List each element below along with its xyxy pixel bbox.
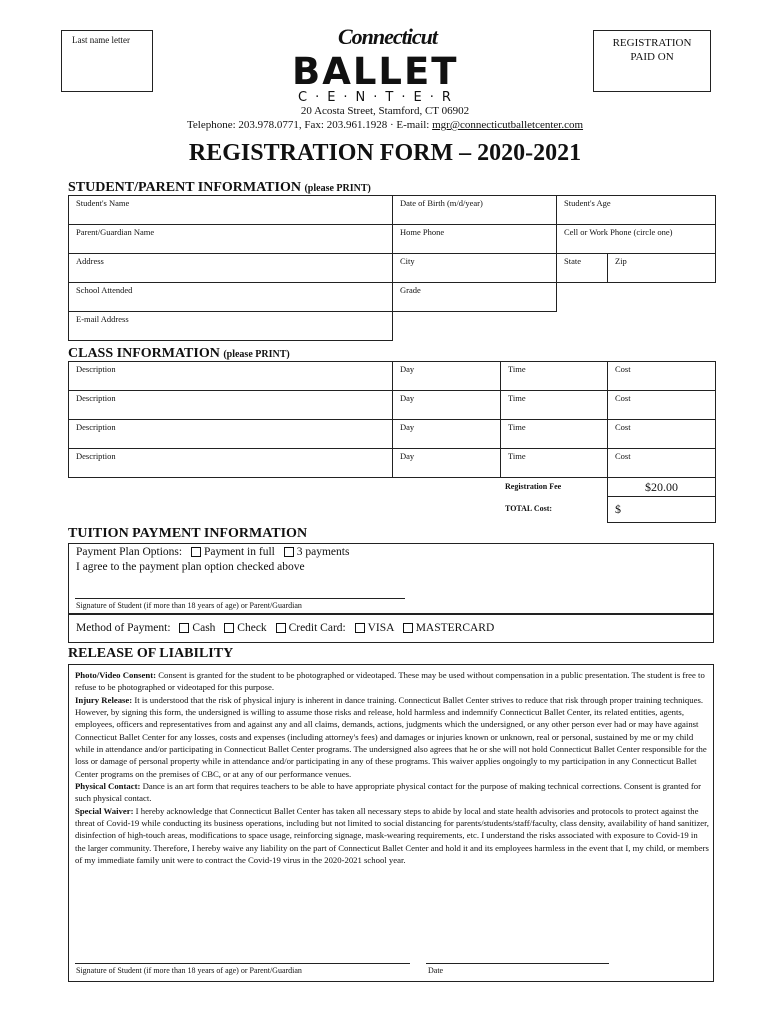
studio-address: 20 Acosta Street, Stamford, CT 06902 <box>300 105 470 117</box>
student-section-sub: (please PRINT) <box>304 183 371 194</box>
state-label: State <box>564 256 581 266</box>
physical-contact-text: Dance is an art form that requires teachers to be able to have appropriate physical contact for the purpose of making technical corrections. Consent is granted for such physical contact. <box>75 781 702 804</box>
payment-three-label: 3 payments <box>296 546 350 558</box>
class-day-field[interactable] <box>392 448 501 478</box>
class-time-field[interactable] <box>500 361 608 391</box>
studio-contact-line <box>0 119 770 131</box>
photo-consent-paragraph <box>75 669 709 694</box>
class-description-field[interactable] <box>68 361 393 391</box>
class-day-label: Day <box>400 393 415 403</box>
phone-fax-text: Telephone: 203.978.0771, Fax: 203.961.1928 · E-mail: <box>186 119 433 131</box>
class-cost-label: Cost <box>615 451 631 461</box>
payment-method-row <box>76 622 494 634</box>
cell-phone-label: Cell or Work Phone (circle one) <box>564 227 673 237</box>
class-time-label: Time <box>508 422 526 432</box>
class-time-label: Time <box>508 393 526 403</box>
logo-script-text: Connecticut <box>338 24 438 49</box>
home-phone-label: Home Phone <box>400 227 445 237</box>
student-name-field[interactable] <box>68 195 393 225</box>
tuition-plan-box <box>68 543 714 614</box>
plan-agree-text: I agree to the payment plan option checked above <box>76 561 305 573</box>
payment-plan-row <box>76 546 349 558</box>
class-day-field[interactable] <box>392 419 501 449</box>
payment-full-checkbox[interactable] <box>191 547 201 557</box>
total-cost-label: TOTAL Cost: <box>505 504 553 513</box>
payment-method-label: Method of Payment: <box>76 622 171 634</box>
student-section-heading: STUDENT/PARENT INFORMATION <box>68 180 301 195</box>
release-text <box>75 669 709 867</box>
student-section-title <box>68 180 371 196</box>
city-field[interactable] <box>392 253 557 283</box>
class-description-label: Description <box>76 393 116 403</box>
logo-ballet-text: BALLET <box>292 50 459 93</box>
email-label: E-mail Address <box>76 314 129 324</box>
class-cost-label: Cost <box>615 364 631 374</box>
city-label: City <box>400 256 415 266</box>
logo-center-text: C·E·N·T·E·R <box>298 90 459 105</box>
registration-paid-label-2: PAID ON <box>630 51 674 63</box>
email-field[interactable] <box>68 311 393 341</box>
class-description-label: Description <box>76 422 116 432</box>
cash-checkbox[interactable] <box>179 623 189 633</box>
student-age-label: Student's Age <box>564 198 611 208</box>
class-time-label: Time <box>508 364 526 374</box>
tuition-signature-caption: Signature of Student (if more than 18 years of age) or Parent/Guardian <box>76 601 302 610</box>
class-cost-label: Cost <box>615 422 631 432</box>
visa-checkbox[interactable] <box>355 623 365 633</box>
credit-card-label: Credit Card: <box>288 622 346 634</box>
registration-fee-value: $20.00 <box>607 477 716 497</box>
release-signature-line[interactable] <box>75 963 410 964</box>
class-cost-field[interactable] <box>607 419 716 449</box>
address-label: Address <box>76 256 104 266</box>
class-cost-field[interactable] <box>607 361 716 391</box>
tuition-signature-line[interactable] <box>75 598 405 599</box>
connecticut-ballet-center-logo <box>290 26 480 104</box>
dob-label: Date of Birth (m/d/year) <box>400 198 483 208</box>
guardian-name-field[interactable] <box>68 224 393 254</box>
release-box <box>68 664 714 982</box>
zip-field[interactable] <box>607 253 716 283</box>
registration-paid-box[interactable] <box>593 30 711 92</box>
dob-field[interactable] <box>392 195 557 225</box>
class-cost-field[interactable] <box>607 448 716 478</box>
guardian-name-label: Parent/Guardian Name <box>76 227 155 237</box>
class-description-field[interactable] <box>68 390 393 420</box>
registration-fee-label: Registration Fee <box>505 482 562 491</box>
state-field[interactable] <box>556 253 608 283</box>
release-date-caption: Date <box>428 966 444 975</box>
special-waiver-paragraph <box>75 805 709 867</box>
class-description-label: Description <box>76 364 116 374</box>
mastercard-checkbox[interactable] <box>403 623 413 633</box>
physical-contact-paragraph <box>75 780 709 805</box>
check-label: Check <box>237 622 267 634</box>
cash-label: Cash <box>192 622 216 634</box>
release-signature-caption: Signature of Student (if more than 18 years of age) or Parent/Guardian <box>76 966 302 975</box>
class-time-label: Time <box>508 451 526 461</box>
class-day-label: Day <box>400 451 415 461</box>
class-time-field[interactable] <box>500 390 608 420</box>
release-date-line[interactable] <box>426 963 609 964</box>
class-cost-field[interactable] <box>607 390 716 420</box>
class-section-heading: CLASS INFORMATION <box>68 346 220 361</box>
student-name-label: Student's Name <box>76 198 130 208</box>
photo-consent-label: Photo/Video Consent: <box>75 670 157 680</box>
payment-three-checkbox[interactable] <box>284 547 294 557</box>
visa-label: VISA <box>367 622 394 634</box>
grade-label: Grade <box>400 285 421 295</box>
school-label: School Attended <box>76 285 133 295</box>
class-cost-label: Cost <box>615 393 631 403</box>
injury-release-text: It is understood that the risk of physical injury is inherent in dance training. Connecticut Ballet Center strives to reduce that risk through proper training techniques. However, by signing this form, the undersigned is willing to assume those risks and release, hold harmless and indemnify Connecticut Ballet Center, its related entities, agents, employees, officers and representatives from and against any and all claims, demands, actions, judgments which the undersigned, or any other person ever had or may have against Connecticut Ballet Center for any losses, costs and expenses (including attorney's fees) and damages or injuries known or unknown, real or personal, sustained by me or my child while in attendance and/or participating in Connecticut Ballet Center programs. The undersigned also agrees that he or she will not hold Connecticut Ballet Center responsible for the loss or damage of personal property while in attendance and/or participating in any of these programs. This waiver applies ongoingly to my participation in any Connecticut Ballet Center programs on the premises of CBC, or at any of our performance venues. <box>75 694 707 779</box>
special-waiver-label: Special Waiver: <box>75 805 134 816</box>
last-name-letter-label: Last name letter <box>72 35 130 45</box>
payment-full-label: Payment in full <box>203 546 275 558</box>
class-description-field[interactable] <box>68 448 393 478</box>
address-field[interactable] <box>68 253 393 283</box>
payment-method-box <box>68 614 714 643</box>
photo-consent-text: Consent is granted for the student to be photographed or videotaped. These may be used without compensation in a public presentation. The student is free to refuse to be photographed or videotaped for this purpose. <box>75 670 705 693</box>
class-time-field[interactable] <box>500 419 608 449</box>
class-time-field[interactable] <box>500 448 608 478</box>
tuition-section-title: TUITION PAYMENT INFORMATION <box>68 526 308 541</box>
registration-paid-label-1: REGISTRATION <box>612 37 692 49</box>
zip-label: Zip <box>615 256 627 266</box>
cell-phone-field[interactable] <box>556 224 716 254</box>
class-section-title <box>68 346 290 362</box>
grade-field[interactable] <box>392 282 557 312</box>
class-description-label: Description <box>76 451 116 461</box>
last-name-letter-box[interactable] <box>61 30 153 92</box>
student-age-field[interactable] <box>556 195 716 225</box>
mastercard-label: MASTERCARD <box>415 622 495 634</box>
total-cost-field[interactable]: $ <box>607 496 716 523</box>
injury-release-label: Injury Release: <box>75 694 133 705</box>
email-link[interactable]: mgr@connecticutballetcenter.com <box>432 119 584 131</box>
form-title: REGISTRATION FORM – 2020-2021 <box>188 140 582 166</box>
class-section-sub: (please PRINT) <box>223 349 290 360</box>
injury-release-paragraph <box>75 694 709 780</box>
home-phone-field[interactable] <box>392 224 557 254</box>
class-description-field[interactable] <box>68 419 393 449</box>
credit-card-checkbox[interactable] <box>276 623 286 633</box>
special-waiver-text: I hereby acknowledge that Connecticut Ballet Center has taken all necessary steps to abide by local and state health advisories and protocols to protect against the threat of Covid-19 while conducting its business operations, including but not limited to social distancing for parents/students/staff/faculty, class density, availability of hand sanitizer, disinfection of high-touch areas, modifications to space usage, reinforcing signage, mask-wearing requirements, etc. I understand the risks associated with exposure to Covid-19 in the larger community. Therefore, I hereby waive any liability on the part of Connecticut Ballet Center and hold it and its employees harmless in the event that I, my child, or members of my immediate family unit were to contract the Covid-19 virus in the 2020-2021 school year. <box>75 805 709 866</box>
payment-plan-label: Payment Plan Options: <box>76 546 183 558</box>
release-section-title: RELEASE OF LIABILITY <box>68 646 234 661</box>
physical-contact-label: Physical Contact: <box>75 781 141 792</box>
check-checkbox[interactable] <box>224 623 234 633</box>
school-field[interactable] <box>68 282 393 312</box>
class-day-label: Day <box>400 422 415 432</box>
class-day-field[interactable] <box>392 361 501 391</box>
class-day-field[interactable] <box>392 390 501 420</box>
class-day-label: Day <box>400 364 415 374</box>
